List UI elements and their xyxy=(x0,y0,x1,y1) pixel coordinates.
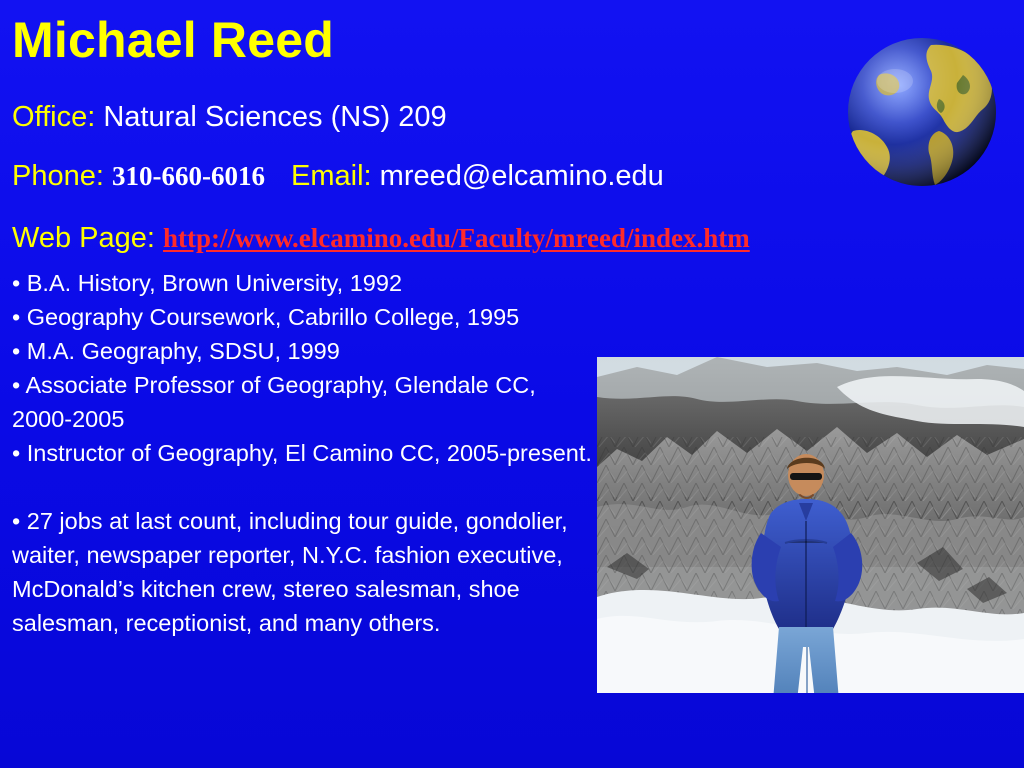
phone-label: Phone: xyxy=(12,160,104,192)
bio-item: • B.A. History, Brown University, 1992 xyxy=(12,270,403,296)
bio-item: • 27 jobs at last count, including tour guide, gondolier, waiter, newspaper reporter, N.Y.C. fashion executive, McDonald’s kitchen crew, stereo salesman, shoe salesman, receptionist, and many others. xyxy=(12,508,568,636)
contact-line xyxy=(12,158,664,194)
bio-item: • Instructor of Geography, El Camino CC, 2005-present. xyxy=(12,440,592,466)
web-label: Web Page: xyxy=(12,222,155,254)
globe-icon xyxy=(843,35,1001,190)
web-line xyxy=(12,220,750,256)
bio-item: • Associate Professor of Geography, Glendale CC, 2000-2005 xyxy=(12,372,536,432)
glacier-portrait-photo xyxy=(597,357,1024,693)
page-title: Michael Reed xyxy=(12,12,334,68)
bio-list xyxy=(12,266,592,640)
office-label: Office: xyxy=(12,101,96,133)
office-value: Natural Sciences (NS) 209 xyxy=(103,101,447,133)
bio-item: • M.A. Geography, SDSU, 1999 xyxy=(12,338,340,364)
phone-value: 310-660-6016 xyxy=(111,161,265,191)
office-line xyxy=(12,99,447,135)
email-value: mreed@elcamino.edu xyxy=(379,160,664,192)
web-page-link[interactable]: http://www.elcamino.edu/Faculty/mreed/index.htm xyxy=(163,223,750,253)
email-label: Email: xyxy=(291,160,372,192)
bio-spacer xyxy=(12,470,592,504)
bio-item: • Geography Coursework, Cabrillo College, 1995 xyxy=(12,304,520,330)
